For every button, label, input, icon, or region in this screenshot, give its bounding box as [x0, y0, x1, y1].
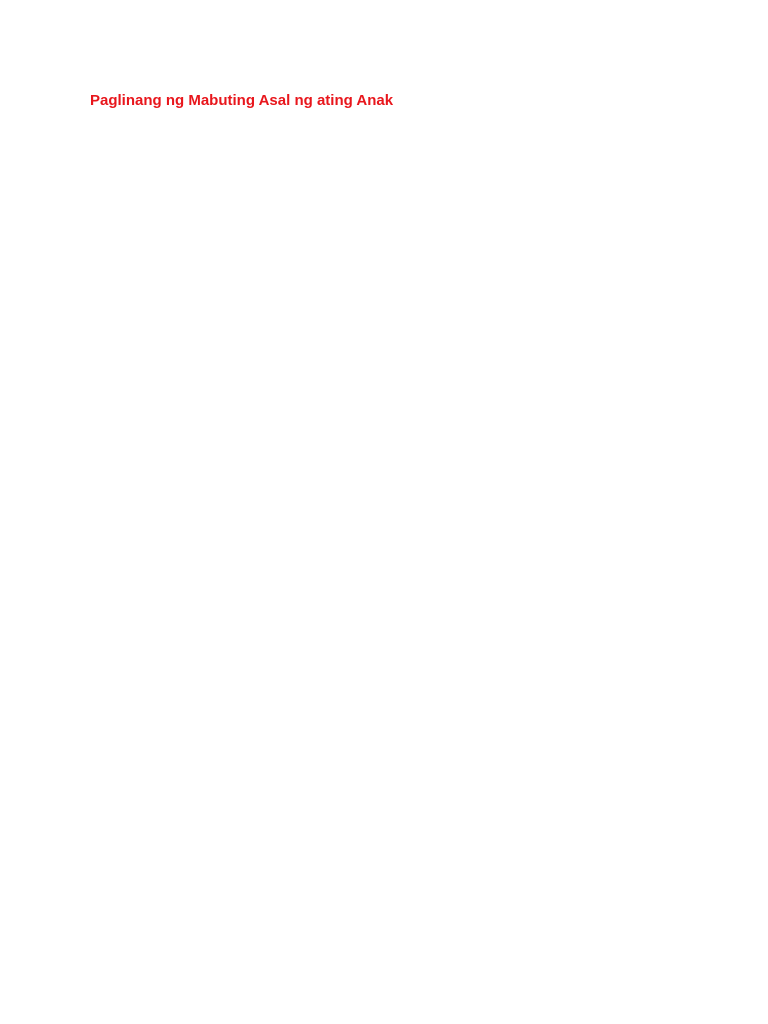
document-title: Paglinang ng Mabuting Asal ng ating Anak — [90, 92, 394, 109]
